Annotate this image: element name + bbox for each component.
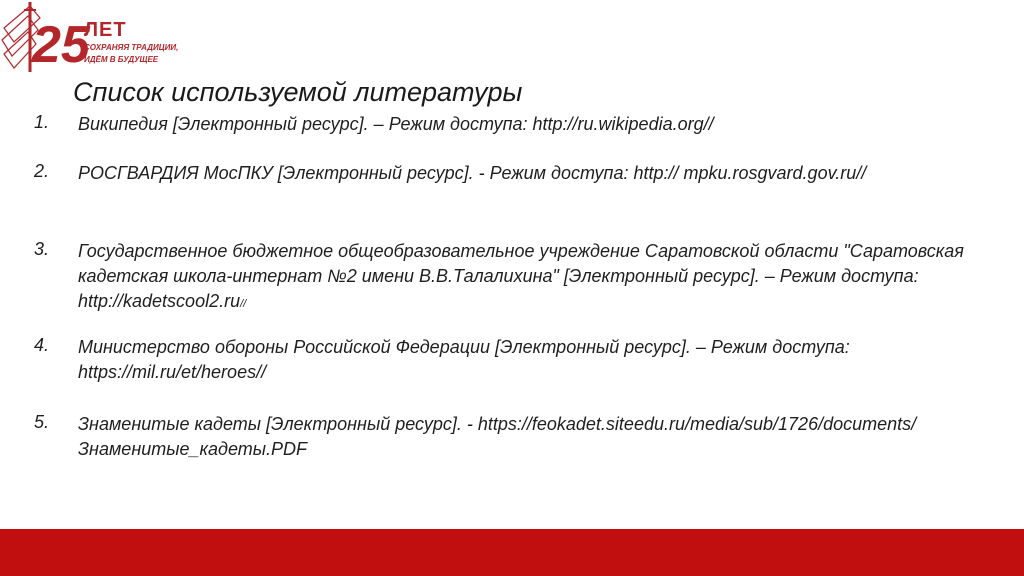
logo-years: ЛЕТ — [84, 19, 127, 41]
page-title: Список используемой литературы — [73, 77, 523, 107]
logo-tagline-2: ИДЁМ В БУДУЩЕЕ — [84, 55, 159, 65]
reference-number: 5. — [34, 412, 50, 432]
reference-text: Википедия [Электронный ресурс]. – Режим доступа: http://ru.wikipedia.org// — [78, 114, 714, 134]
anniversary-logo — [0, 0, 190, 80]
reference-text — [78, 239, 988, 317]
reference-text-suffix: // — [240, 298, 247, 310]
footer-bar — [0, 529, 1024, 576]
reference-item — [34, 412, 994, 462]
reference-item — [34, 112, 994, 137]
reference-item — [34, 161, 994, 186]
logo-text — [84, 20, 178, 64]
reference-text: РОСГВАРДИЯ МосПКУ [Электронный ресурс]. - Режим доступа: http:// mpku.rosgvard.gov.ru// — [78, 163, 867, 183]
svg-text:25: 25 — [32, 16, 90, 74]
reference-number: 1. — [34, 112, 50, 132]
reference-text: Министерство обороны Российской Федерации [Электронный ресурс]. – Режим доступа: https://mil.ru/et/heroes// — [78, 337, 850, 382]
reference-number: 2. — [34, 161, 50, 181]
reference-number: 4. — [34, 335, 50, 355]
reference-item — [34, 239, 994, 317]
logo-tagline-1: СОХРАНЯЯ ТРАДИЦИИ, — [84, 43, 179, 52]
reference-item — [34, 335, 994, 385]
reference-text-main: Государственное бюджетное общеобразовательное учреждение Саратовской области "Саратовская кадетская школа-интернат №2 имени В.В.Талалихина" [Электронный ресурс]. – Режим доступа: http://kadetscool2.ru — [78, 241, 964, 311]
reference-text: Знаменитые кадеты [Электронный ресурс]. - https://feokadet.siteedu.ru/media/sub/1726/documents/Знаменитые_кадеты.PDF — [78, 414, 917, 459]
reference-number: 3. — [34, 239, 50, 259]
